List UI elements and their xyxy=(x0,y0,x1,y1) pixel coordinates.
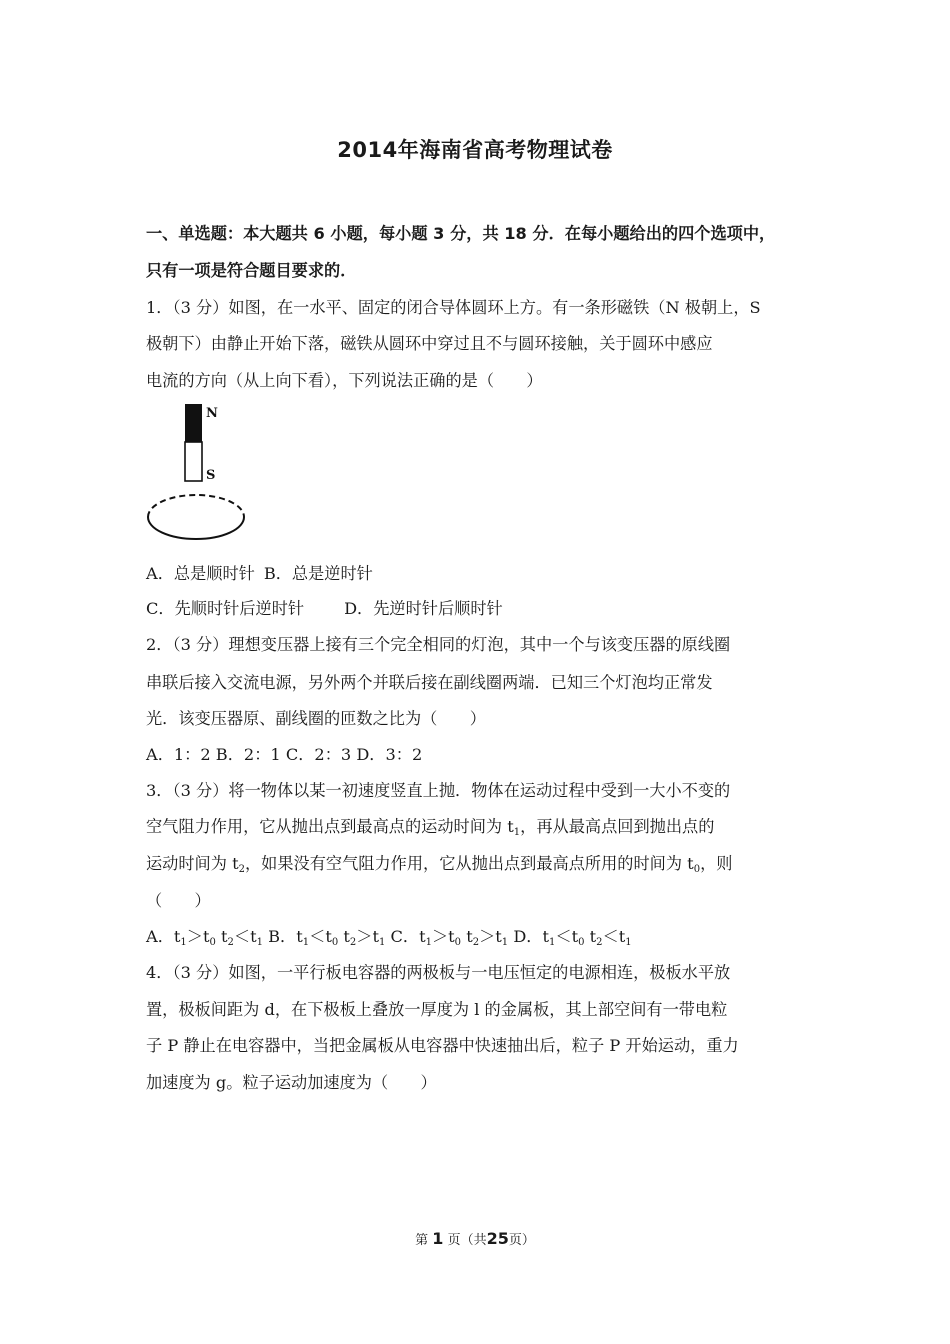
q4-line3: 子 P 静止在电容器中，当把金属板从电容器中快速抽出后，粒子 P 开始运动，重力 xyxy=(146,1036,739,1055)
q3-option-b[interactable]: B．$t_1<t_0$ $t_2>t_1$ xyxy=(268,927,386,948)
magnet-north-half xyxy=(185,404,202,442)
q3-line3: 运动时间为 $t_2$，如果没有空气阻力作用，它从抛出点到最高点所用的时间为 $t_0$，则 xyxy=(146,854,733,875)
q3-line1: 3．（3 分）将一物体以某一初速度竖直上抛．物体在运动过程中受到一大小不变的 xyxy=(146,781,731,800)
q3-option-c[interactable]: C．$t_1>t_0$ $t_2>t_1$ xyxy=(390,927,509,948)
q1-option-b[interactable]: B．总是逆时针 xyxy=(263,564,373,583)
magnet-ring-figure xyxy=(140,402,260,556)
q1-line2: 极朝下）由静止开始下落，磁铁从圆环中穿过且不与圆环接触，关于圆环中感应 xyxy=(146,334,713,353)
q3-option-d[interactable]: D．$t_1<t_0$ $t_2<t_1$ xyxy=(513,927,632,948)
q1-options-ab xyxy=(146,564,373,584)
q3-option-a[interactable]: A．$t_1>t_0$ $t_2<t_1$ xyxy=(146,927,263,948)
magnet-label-n: N xyxy=(206,406,218,421)
page-number: 1 xyxy=(432,1229,444,1248)
q4-line1: 4．（3 分）如图，一平行板电容器的两极板与一电压恒定的电源相连，极板水平放 xyxy=(146,963,731,982)
page-footer: 第 1 页（共25页） xyxy=(415,1229,535,1248)
magnet-south-half xyxy=(185,442,202,481)
ring-back-dashed xyxy=(148,495,244,517)
q4-line4: 加速度为 g。粒子运动加速度为（ ） xyxy=(146,1073,437,1092)
magnet-ring-diagram xyxy=(140,402,260,552)
q2-line1: 2．（3 分）理想变压器上接有三个完全相同的灯泡，其中一个与该变压器的原线圈 xyxy=(146,635,731,654)
q1-option-d[interactable]: D．先逆时针后顺时针 xyxy=(344,599,503,618)
q3-line4: （ ） xyxy=(146,891,211,910)
magnet-label-s: S xyxy=(206,468,216,483)
section-header-line2: 只有一项是符合题目要求的． xyxy=(146,261,357,280)
q2-line2: 串联后接入交流电源，另外两个并联后接在副线圈两端．已知三个灯泡均正常发 xyxy=(146,673,713,692)
q1-line1: 1．（3 分）如图，在一水平、固定的闭合导体圆环上方。有一条形磁铁（N 极朝上，S xyxy=(146,298,761,317)
q1-options-cd xyxy=(146,599,503,619)
section-header-line1: 一、单选题：本大题共 6 小题，每小题 3 分，共 18 分．在每小题给出的四个选项中， xyxy=(146,224,776,243)
q1-option-c[interactable]: C．先顺时针后逆时针 xyxy=(146,599,305,618)
q2-line3: 光．该变压器原、副线圈的匝数之比为（ ） xyxy=(146,709,486,728)
ring-front-solid xyxy=(148,517,244,539)
total-pages: 25 xyxy=(486,1229,509,1248)
q1-option-a[interactable]: A．总是顺时针 xyxy=(146,564,255,583)
q3-options xyxy=(146,927,632,947)
q2-options: A．1：2 B．2：1 C．2：3 D．3：2 xyxy=(146,745,423,764)
q4-line2: 置，极板间距为 d，在下极板上叠放一厚度为 l 的金属板，其上部空间有一带电粒 xyxy=(146,1000,728,1019)
page-title: 2014年海南省高考物理试卷 xyxy=(337,138,613,162)
q3-line2: 空气阻力作用，它从抛出点到最高点的运动时间为 $t_1$，再从最高点回到抛出点的 xyxy=(146,817,715,838)
q1-line3: 电流的方向（从上向下看），下列说法正确的是（ ） xyxy=(146,371,543,390)
